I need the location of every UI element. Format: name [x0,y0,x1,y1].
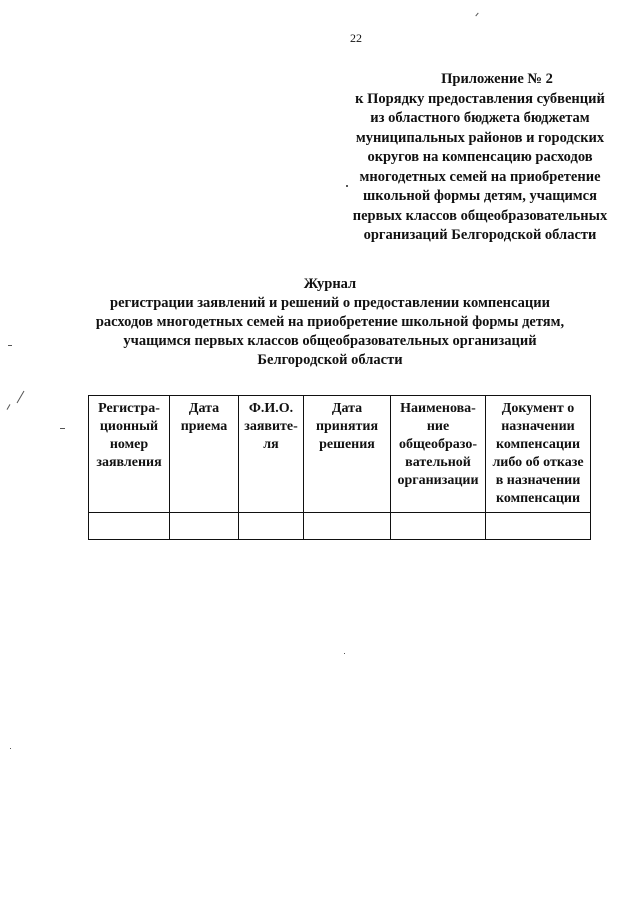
header-text: ние [426,419,450,434]
journal-subtitle-line: учащимся первых классов общеобразовательных организаций [123,333,537,349]
appendix-line: к Порядку предоставления субвенций [355,90,605,107]
journal-subtitle-line: расходов многодетных семей на приобретение школьной формы детям, [95,314,565,330]
header-text: Регистра- [98,401,160,416]
appendix-line: округов на компенсацию расходов [367,149,593,165]
header-text: заявления [96,455,162,470]
header-organization-name [391,396,486,513]
header-text: организации [397,473,479,488]
header-text: Ф.И.О. [248,401,294,416]
header-text: Документ о [501,401,575,416]
header-decision-date [304,396,391,513]
appendix-line: из областного бюджета бюджетам [370,110,590,126]
table-cell [239,513,304,540]
scan-speck [346,185,348,187]
header-text: заявите- [244,419,298,434]
appendix-title: Приложение № 2 [441,71,553,87]
appendix-line: многодетных семей на приобретение [359,168,601,185]
header-text: ционный [99,419,159,434]
table-cell [304,513,391,540]
scan-speck [60,428,65,429]
header-text: назначении [501,419,575,434]
header-compensation-document [486,396,591,513]
appendix-line: школьной формы детям, учащимся [363,188,597,204]
header-text: общеобразо- [398,437,478,452]
page-number: 22 [350,31,362,45]
header-text: ля [263,437,279,452]
header-text: Дата [331,401,363,416]
header-applicant-name [239,396,304,513]
scan-speck [17,391,25,404]
appendix-block [340,70,620,246]
journal-subtitle-line: Белгородской области [257,352,403,368]
header-text: приема [180,419,228,434]
table-cell [89,513,170,540]
table-cell [170,513,239,540]
header-text: принятия [315,419,379,434]
table-cell [486,513,591,540]
scan-speck [7,404,11,410]
registration-table [88,395,591,540]
table-cell [391,513,486,540]
journal-title: Журнал [303,276,357,292]
header-text: номер [109,437,149,452]
header-text: компенсации [495,437,581,452]
header-text: вательной [405,455,471,470]
scan-speck [344,653,345,654]
appendix-line: первых классов общеобразовательных [352,207,608,224]
scan-speck [475,13,478,17]
table-row [89,513,591,540]
header-text: Дата [188,401,220,416]
table-header-row [89,396,591,513]
header-text: решения [319,437,375,452]
appendix-line: муниципальных районов и городских [355,129,605,146]
appendix-line: организаций Белгородской области [363,227,597,243]
header-receipt-date [170,396,239,513]
scan-speck [10,748,11,749]
journal-heading [80,275,580,370]
scan-speck [8,345,12,346]
header-text: в назначении [495,473,581,488]
header-text: компенсации [495,491,581,506]
header-text: либо об отказе [492,455,584,470]
header-text: Наименова- [400,401,476,416]
header-registration-number [89,396,170,513]
journal-subtitle-line: регистрации заявлений и решений о предоставлении компенсации [110,295,550,311]
